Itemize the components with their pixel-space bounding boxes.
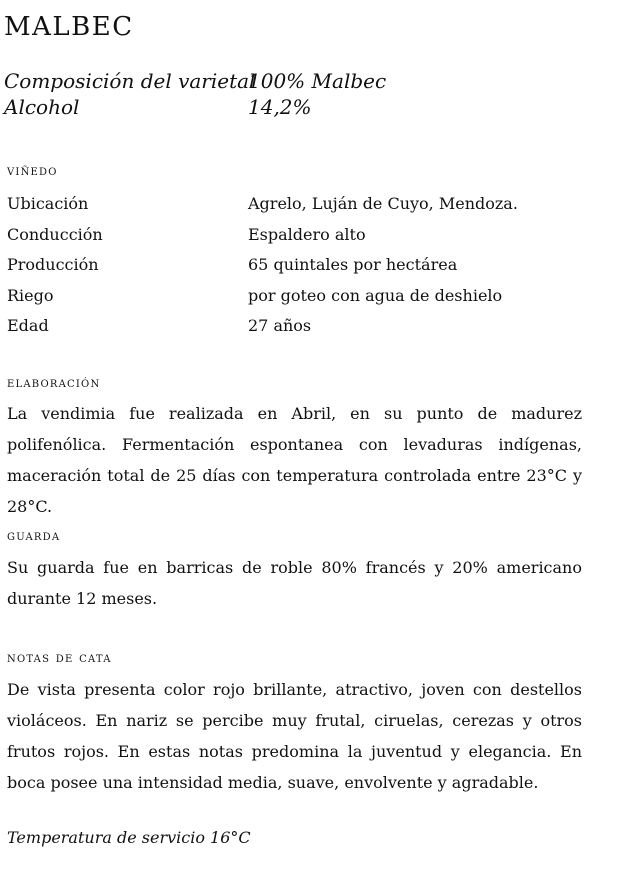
vinedo-label: Ubicación xyxy=(7,194,89,213)
elaboracion-text: La vendimia fue realizada en Abril, en su punto de madurez polifenólica. Fermentación espontanea con levaduras indígenas, maceración total de 25 días con temperatura controlada entre 23°C y 28°C. xyxy=(7,404,582,516)
composition-row xyxy=(4,68,387,94)
vinedo-value: Espaldero alto xyxy=(248,224,366,244)
vinedo-heading: viñedo xyxy=(7,163,58,179)
vinedo-row xyxy=(7,220,607,251)
serving-temperature: Temperatura de servicio 16°C xyxy=(7,828,251,847)
vinedo-row xyxy=(7,189,607,220)
composition-block xyxy=(4,68,387,120)
vinedo-label: Riego xyxy=(7,285,54,305)
vinedo-table xyxy=(7,189,607,342)
vinedo-row xyxy=(7,250,607,281)
vinedo-value: 27 años xyxy=(248,316,312,335)
vinedo-row xyxy=(7,281,607,312)
composition-label: Composición del varietal xyxy=(4,69,256,93)
vinedo-label: Conducción xyxy=(7,224,103,244)
vinedo-value: 65 quintales por hectárea xyxy=(248,255,458,274)
vinedo-value: por goteo con agua de deshielo xyxy=(248,285,503,305)
vinedo-label: Producción xyxy=(7,255,99,274)
notas-text: De vista presenta color rojo brillante, atractivo, joven con destellos violáceos. En nariz se percibe muy frutal, ciruelas, cerezas y otros frutos rojos. En estas notas predomina la juventud y elegancia. En boca posee una intensidad media, suave, envolvente y agradable. xyxy=(7,680,582,792)
elaboracion-heading: elaboración xyxy=(7,375,101,391)
alcohol-value: 14,2% xyxy=(248,95,312,119)
notas-heading: notas de cata xyxy=(7,650,112,666)
vinedo-value: Agrelo, Luján de Cuyo, Mendoza. xyxy=(248,194,518,213)
alcohol-label: Alcohol xyxy=(4,95,80,119)
vinedo-row xyxy=(7,311,607,342)
vinedo-label: Edad xyxy=(7,316,49,335)
composition-value: 100% Malbec xyxy=(248,69,387,93)
wine-title: MALBEC xyxy=(4,12,134,42)
guarda-heading: guarda xyxy=(7,528,61,544)
guarda-text: Su guarda fue en barricas de roble 80% francés y 20% americano durante 12 meses. xyxy=(7,558,582,608)
alcohol-row xyxy=(4,94,312,120)
